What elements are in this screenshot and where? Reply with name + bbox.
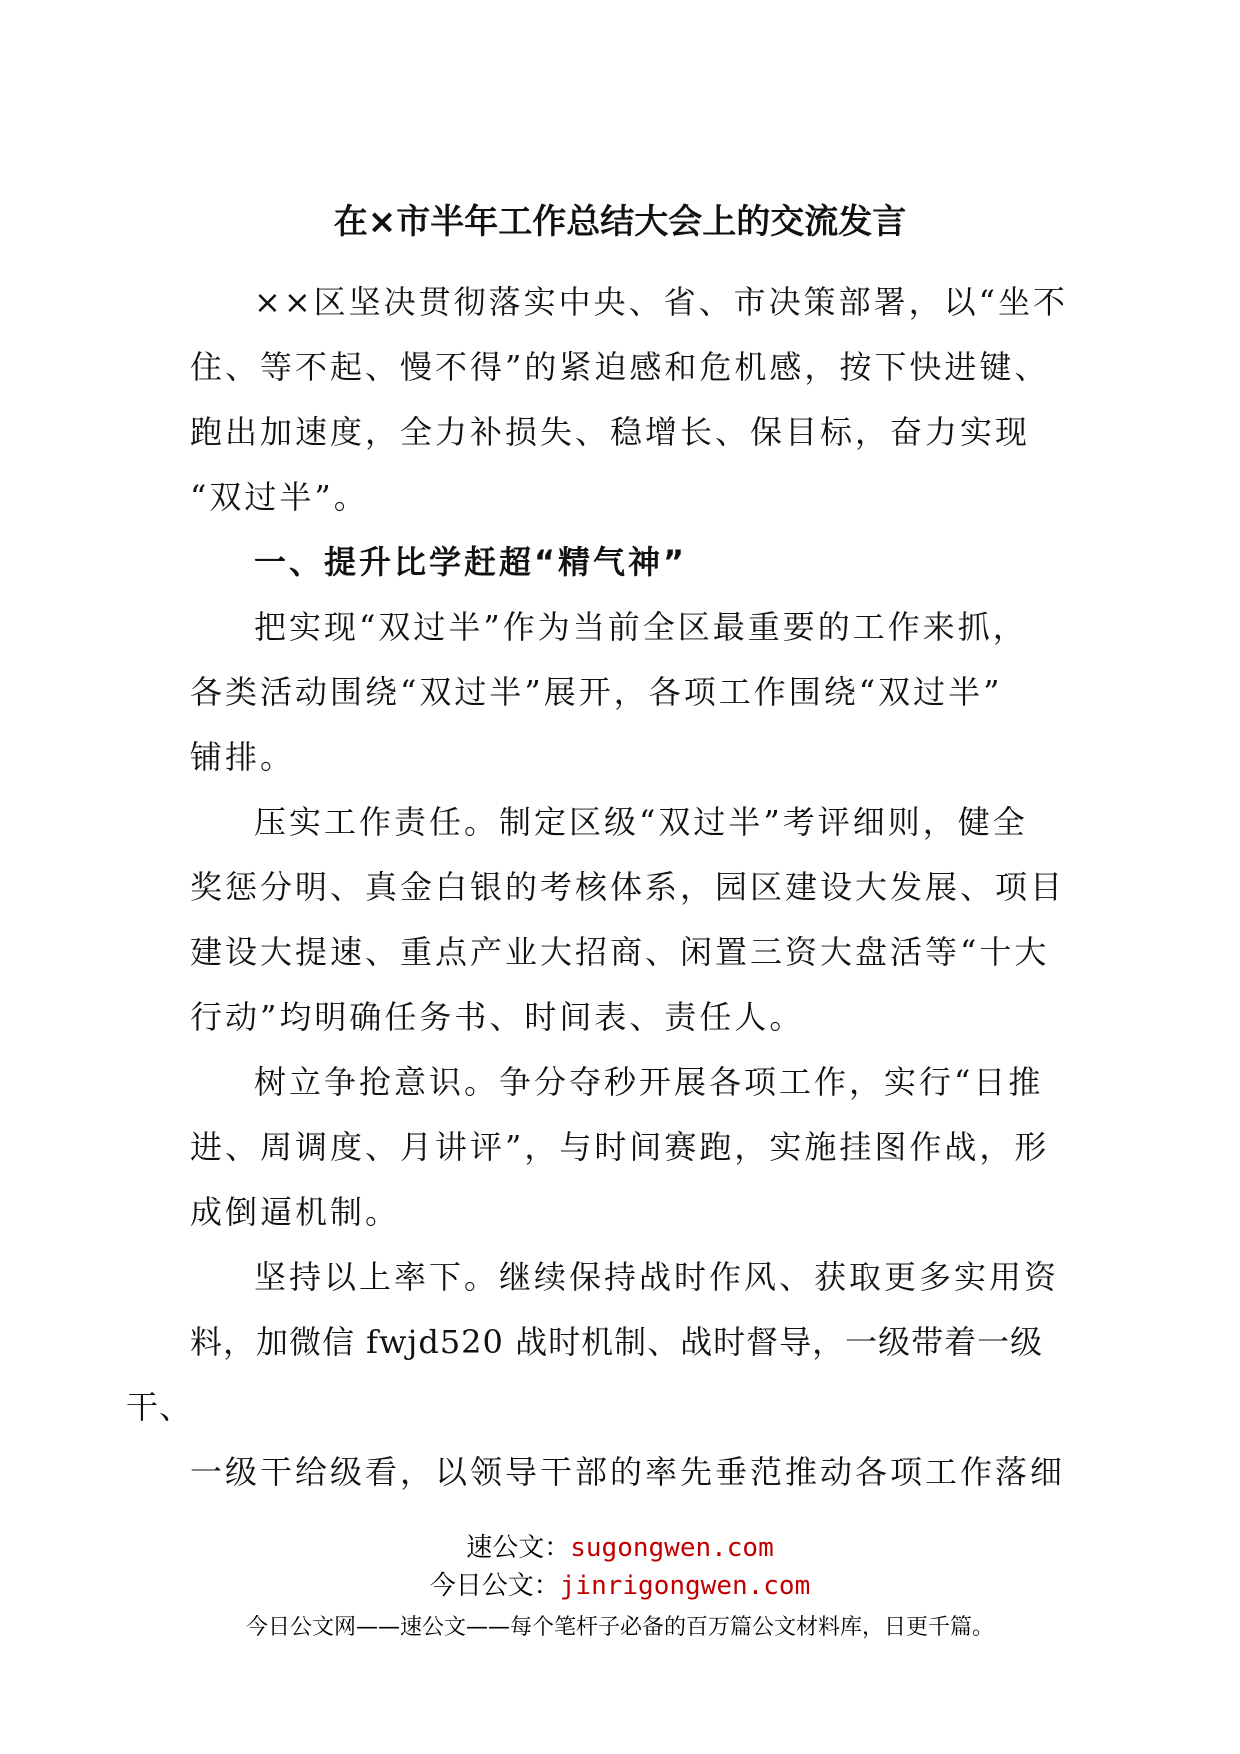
text-line: 料，加微信 fwjd520 战时机制、战时督导，一级带着一级干、 bbox=[126, 1323, 1044, 1426]
text-line: ××区坚决贯彻落实中央、省、市决策部署，以“坐不 bbox=[254, 283, 1068, 321]
document-body bbox=[126, 270, 1090, 1505]
footer-slogan: 今日公文网——速公文——每个笔杆子必备的百万篇公文材料库，日更千篇。 bbox=[245, 1615, 994, 1640]
paragraph bbox=[190, 790, 1090, 1050]
text-line: 一级干给级看，以领导干部的率先垂范推动各项工作落细 bbox=[190, 1453, 1066, 1491]
footer-site-line bbox=[0, 1568, 1240, 1604]
text-line: 各类活动围绕“双过半”展开，各项工作围绕“双过半” bbox=[190, 673, 1003, 711]
text-line: 坚持以上率下。继续保持战时作风、获取更多实用资 bbox=[254, 1258, 1060, 1296]
text-line: 压实工作责任。制定区级“双过半”考评细则，健全 bbox=[254, 803, 1028, 841]
footer-site-label: 速公文： bbox=[466, 1533, 571, 1563]
text-line: 住、等不起、慢不得”的紧迫感和危机感，按下快进键、 bbox=[190, 348, 1050, 386]
footer-site-line bbox=[0, 1530, 1240, 1566]
footer-site-url[interactable]: sugongwen.com bbox=[570, 1533, 774, 1563]
text-line: 奖惩分明、真金白银的考核体系，园区建设大发展、项目 bbox=[190, 868, 1066, 906]
page-title: 在×市半年工作总结大会上的交流发言 bbox=[333, 202, 907, 242]
text-line: “双过半”。 bbox=[190, 478, 369, 516]
text-line: 成倒逼机制。 bbox=[190, 1193, 401, 1231]
footer-site-url[interactable]: jinrigongwen.com bbox=[559, 1571, 811, 1601]
paragraph-intro bbox=[190, 270, 1090, 530]
text-line: 行动”均明确任务书、时间表、责任人。 bbox=[190, 998, 805, 1036]
footer-site-label: 今日公文： bbox=[429, 1571, 560, 1601]
section-heading: 一、提升比学赶超“精气神” bbox=[254, 543, 688, 581]
text-line: 铺排。 bbox=[190, 738, 296, 776]
paragraph bbox=[190, 1050, 1090, 1245]
text-line: 把实现“双过半”作为当前全区最重要的工作来抓， bbox=[254, 608, 1028, 646]
text-line: 跑出加速度，全力补损失、稳增长、保目标，奋力实现 bbox=[190, 413, 1031, 451]
paragraph bbox=[190, 595, 1090, 790]
text-line: 进、周调度、月讲评”，与时间赛跑，实施挂图作战，形 bbox=[190, 1128, 1050, 1166]
text-line: 建设大提速、重点产业大招商、闲置三资大盘活等“十大 bbox=[190, 933, 1050, 971]
text-line: 树立争抢意识。争分夺秒开展各项工作，实行“日推 bbox=[254, 1063, 1044, 1101]
paragraph bbox=[126, 1245, 1090, 1505]
